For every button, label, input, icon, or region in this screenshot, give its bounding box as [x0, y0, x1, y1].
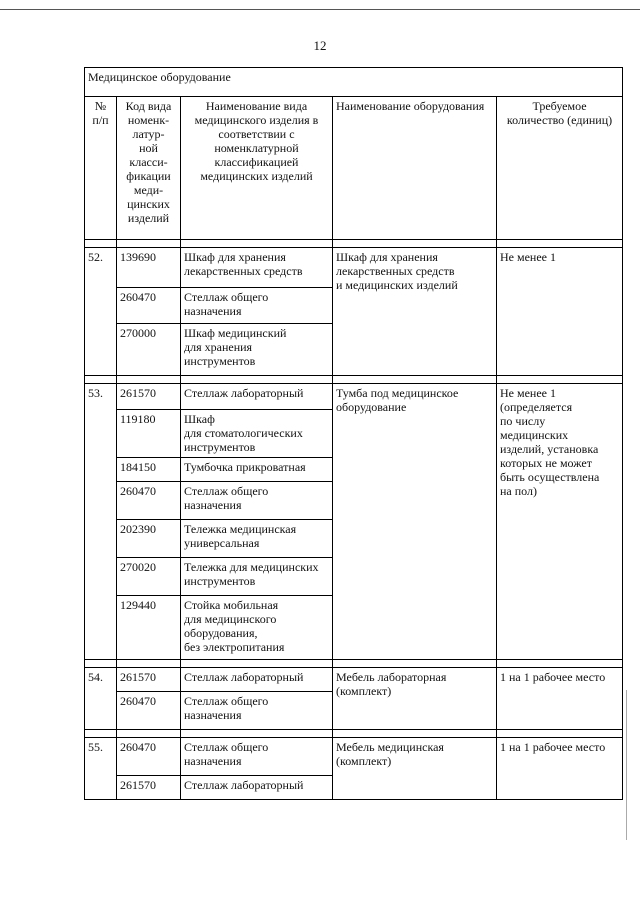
equipment-name: Мебель медицинская (комплект) [333, 738, 497, 800]
nomenclature-code: 260470 [117, 288, 181, 324]
header-code: Код вида номенк- латур- ной класси- фикации меди- цинских изделий [117, 97, 181, 240]
table-row [85, 248, 623, 288]
device-kind-name: Стеллаж общего назначения [181, 482, 333, 520]
row-gap [85, 730, 623, 738]
nomenclature-code: 270020 [117, 558, 181, 596]
item-number: 52. [85, 248, 117, 376]
header-row [85, 97, 623, 240]
top-rule [0, 9, 640, 10]
nomenclature-code: 261570 [117, 668, 181, 692]
table-row [85, 738, 623, 776]
required-quantity: Не менее 1 [497, 248, 623, 376]
device-kind-name: Тумбочка прикроватная [181, 458, 333, 482]
equipment-name: Тумба под медицинское оборудование [333, 384, 497, 660]
table-row [85, 384, 623, 410]
table-row [85, 668, 623, 692]
device-kind-name: Стеллаж общего назначения [181, 738, 333, 776]
header-kind: Наименование вида медицинского изделия в соответствии с номенклатурной классификацией медицинских изделий [181, 97, 333, 240]
device-kind-name: Стеллаж лабораторный [181, 668, 333, 692]
header-num: № п/п [85, 97, 117, 240]
section-title-row [85, 68, 623, 97]
nomenclature-code: 260470 [117, 692, 181, 730]
item-number: 53. [85, 384, 117, 660]
section-title: Медицинское оборудование [85, 68, 623, 97]
row-gap [85, 376, 623, 384]
item-number: 55. [85, 738, 117, 800]
margin-rule [626, 690, 627, 840]
header-quantity: Требуемое количество (единиц) [497, 97, 623, 240]
required-quantity: Не менее 1 (определяется по числу медицинских изделий, установка которых не может быть осуществлена на пол) [497, 384, 623, 660]
device-kind-name: Шкаф для хранения лекарственных средств [181, 248, 333, 288]
device-kind-name: Шкаф медицинский для хранения инструментов [181, 324, 333, 376]
header-gap [85, 240, 623, 248]
device-kind-name: Стеллаж общего назначения [181, 288, 333, 324]
page-number: 12 [313, 38, 327, 53]
device-kind-name: Тележка для медицинских инструментов [181, 558, 333, 596]
nomenclature-code: 261570 [117, 384, 181, 410]
nomenclature-code: 184150 [117, 458, 181, 482]
device-kind-name: Стойка мобильная для медицинского оборудования, без электропитания [181, 596, 333, 660]
nomenclature-code: 139690 [117, 248, 181, 288]
device-kind-name: Стеллаж общего назначения [181, 692, 333, 730]
nomenclature-code: 129440 [117, 596, 181, 660]
nomenclature-code: 261570 [117, 776, 181, 800]
device-kind-name: Шкаф для стоматологических инструментов [181, 410, 333, 458]
header-equipment: Наименование оборудования [333, 97, 497, 240]
item-number: 54. [85, 668, 117, 730]
equipment-table [84, 67, 623, 800]
device-kind-name: Стеллаж лабораторный [181, 384, 333, 410]
nomenclature-code: 260470 [117, 482, 181, 520]
equipment-name: Шкаф для хранения лекарственных средств и медицинских изделий [333, 248, 497, 376]
row-gap [85, 660, 623, 668]
nomenclature-code: 270000 [117, 324, 181, 376]
required-quantity: 1 на 1 рабочее место [497, 738, 623, 800]
equipment-name: Мебель лабораторная (комплект) [333, 668, 497, 730]
nomenclature-code: 119180 [117, 410, 181, 458]
nomenclature-code: 260470 [117, 738, 181, 776]
device-kind-name: Стеллаж лабораторный [181, 776, 333, 800]
required-quantity: 1 на 1 рабочее место [497, 668, 623, 730]
device-kind-name: Тележка медицинская универсальная [181, 520, 333, 558]
nomenclature-code: 202390 [117, 520, 181, 558]
